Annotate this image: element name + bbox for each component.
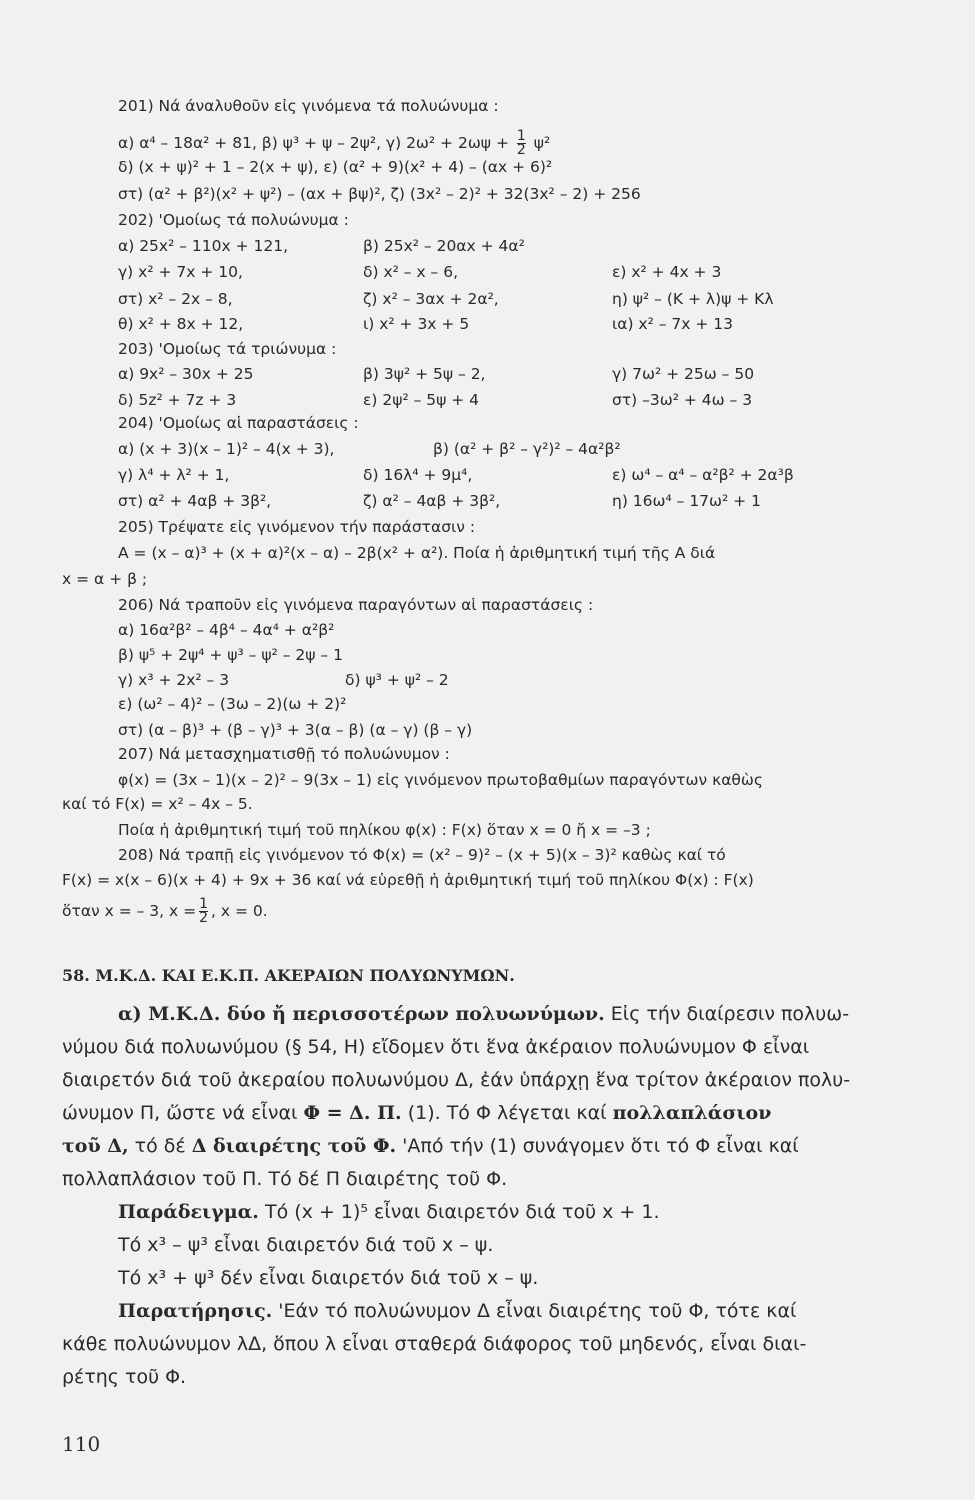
exercise-204-row3-col3: η) 16ω⁴ – 17ω² + 1	[612, 492, 761, 510]
exercise-204-title: 204) 'Ομοίως αἱ παραστάσεις :	[118, 414, 359, 432]
exercise-203-title: 203) 'Ομοίως τά τριώνυμα :	[118, 340, 337, 358]
section-heading: 58. Μ.Κ.Δ. ΚΑΙ Ε.Κ.Π. ΑΚΕΡΑΙΩΝ ΠΟΛΥΩΝΥΜΩΝ.	[62, 966, 515, 985]
exercise-208-line3-start: ὅταν x = – 3, x =	[62, 902, 197, 920]
fraction-numerator: 1	[199, 896, 209, 912]
exercise-202-row1-col1: α) 25x² – 110x + 121,	[118, 237, 289, 255]
paragraph-line-5-end: 'Από τήν (1) συνάγομεν ὅτι τό Φ εἶναι καί	[396, 1135, 799, 1157]
exercise-201-title: 201) Νά άναλυθοῦν εἰς γινόμενα τά πολυώνυμα :	[118, 97, 499, 115]
exercise-202-title: 202) 'Ομοίως τά πολυώνυμα :	[118, 211, 349, 229]
exercise-206-b: β) ψ⁵ + 2ψ⁴ + ψ³ – ψ² – 2ψ – 1	[118, 646, 343, 664]
exercise-202-row2-col3: ε) x² + 4x + 3	[612, 263, 722, 281]
paragraph-line-6: πολλαπλάσιον τοῦ Π. Τό δέ Π διαιρέτης τοῦ Φ.	[62, 1168, 508, 1190]
exercise-201-line-st: στ) (α² + β²)(x² + ψ²) – (αx + βψ)², ζ) (3x² – 2)² + 32(3x² – 2) + 256	[118, 185, 641, 203]
exercise-202-row3-col2: ζ) x² – 3αx + 2α²,	[363, 290, 499, 308]
exercise-202-row1-col2: β) 25x² – 20αx + 4α²	[363, 237, 525, 255]
term-multiple: πολλαπλάσιον	[612, 1102, 772, 1124]
exercise-201-line-d: δ) (x + ψ)² + 1 – 2(x + ψ), ε) (α² + 9)(x² + 4) – (αx + 6)²	[118, 158, 553, 176]
paragraph-line-2: νύμου διά πολυωνύμου (§ 54, Η) εἴδομεν ὅτι ἕνα ἀκέραιον πολυώνυμον Φ εἶναι	[62, 1036, 810, 1058]
exercise-204-row2-col1: γ) λ⁴ + λ² + 1,	[118, 466, 230, 484]
exercise-207-line3: Ποία ἡ ἀριθμητική τιμή τοῦ πηλίκου φ(x) : F(x) ὅταν x = 0 ἤ x = –3 ;	[118, 821, 651, 839]
exercise-206-d: δ) ψ³ + ψ² – 2	[345, 671, 449, 689]
exercise-206-title: 206) Νά τραποῦν εἰς γινόμενα παραγόντων αἱ παραστάσεις :	[118, 596, 594, 614]
exercise-201-line-a-text: α) α⁴ – 18α² + 81, β) ψ³ + ψ – 2ψ², γ) 2ω² + 2ωψ +	[118, 134, 509, 152]
exercise-205-line2: x = α + β ;	[62, 570, 148, 588]
exercise-202-row3-col1: στ) x² – 2x – 8,	[118, 290, 233, 308]
exercise-203-row2-col2: ε) 2ψ² – 5ψ + 4	[363, 391, 480, 409]
example-line-3: Τό x³ + ψ³ δέν εἶναι διαιρετόν διά τοῦ x – ψ.	[118, 1267, 539, 1289]
fraction-numerator: 1	[516, 128, 526, 144]
exercise-205-title: 205) Τρέψατε εἰς γινόμενον τήν παράστασιν :	[118, 518, 476, 536]
exercise-202-row2-col2: δ) x² – x – 6,	[363, 263, 459, 281]
paragraph-line-4	[62, 1100, 771, 1126]
paragraph-line-5	[62, 1133, 799, 1159]
exercise-207-line2: καί τό F(x) = x² – 4x – 5.	[62, 795, 253, 813]
exercise-203-row2-col3: στ) –3ω² + 4ω – 3	[612, 391, 753, 409]
paragraph-line-1	[118, 1001, 849, 1027]
exercise-208-line1: 208) Νά τραπῇ εἰς γινόμενον τό Φ(x) = (x² – 9)² – (x + 5)(x – 3)² καθὼς καί τό	[118, 846, 726, 864]
exercise-202-row4-col3: ια) x² – 7x + 13	[612, 315, 734, 333]
fraction-denominator: 2	[516, 142, 526, 158]
exercise-203-row1-col2: β) 3ψ² + 5ψ – 2,	[363, 365, 486, 383]
example-line-1	[118, 1199, 660, 1225]
exercise-207-line1: φ(x) = (3x – 1)(x – 2)² – 9(3x – 1) εἰς γινόμενον πρωτοβαθμίων παραγόντων καθὼς	[118, 771, 763, 789]
paragraph-line-3: διαιρετόν διά τοῦ ἀκεραίου πολυωνύμου Δ, ἐάν ὑπάρχῃ ἕνα τρίτον ἀκέραιον πολυ-	[62, 1069, 851, 1091]
exercise-208-line2: F(x) = x(x – 6)(x + 4) + 9x + 36 καί νά εὑρεθῇ ἡ ἀριθμητική τιμή τοῦ πηλίκου Φ(x) : F(x)	[62, 871, 754, 889]
observation-line-1-text: 'Εάν τό πολυώνυμον Δ εἶναι διαιρέτης τοῦ Φ, τότε καί	[272, 1300, 797, 1322]
fraction-denominator: 2	[199, 910, 209, 926]
observation-label: Παρατήρησις.	[118, 1300, 273, 1322]
definition-formula: Φ = Δ. Π.	[303, 1102, 402, 1124]
exercise-208-line3-end: , x = 0.	[211, 902, 268, 920]
exercise-206-a: α) 16α²β² – 4β⁴ – 4α⁴ + α²β²	[118, 621, 335, 639]
observation-line-3: ρέτης τοῦ Φ.	[62, 1366, 187, 1388]
exercise-204-row3-col2: ζ) α² – 4αβ + 3β²,	[363, 492, 501, 510]
paragraph-line-4-mid: (1). Τό Φ λέγεται καί	[401, 1102, 613, 1124]
exercise-208-line3	[62, 898, 268, 925]
paragraph-line-5-mid: τό δέ	[128, 1135, 192, 1157]
exercise-204-row1-col2: β) (α² + β² – γ²)² – 4α²β²	[433, 440, 621, 458]
exercise-207-title: 207) Νά μετασχηματισθῇ τό πολυώνυμον :	[118, 745, 450, 763]
subsection-title: α) Μ.Κ.Δ. δύο ἤ περισσοτέρων πολυωνύμων.	[118, 1003, 605, 1025]
exercise-202-row2-col1: γ) x² + 7x + 10,	[118, 263, 243, 281]
exercise-203-row1-col1: α) 9x² – 30x + 25	[118, 365, 254, 383]
paragraph-line-1-text: Εἰς τήν διαίρεσιν πολυω-	[604, 1003, 850, 1025]
paragraph-line-4-start: ώνυμον Π, ὥστε νά εἶναι	[62, 1102, 304, 1124]
exercise-204-row2-col2: δ) 16λ⁴ + 9μ⁴,	[363, 466, 473, 484]
fraction-one-half	[517, 130, 526, 157]
exercise-202-row4-col2: ι) x² + 3x + 5	[363, 315, 470, 333]
exercise-204-row3-col1: στ) α² + 4αβ + 3β²,	[118, 492, 272, 510]
exercise-206-e: ε) (ω² – 4)² – (3ω – 2)(ω + 2)²	[118, 695, 347, 713]
exercise-202-row4-col1: θ) x² + 8x + 12,	[118, 315, 244, 333]
example-label: Παράδειγμα.	[118, 1201, 259, 1223]
exercise-201-line-a-end: ψ²	[533, 134, 551, 152]
exercise-204-row2-col3: ε) ω⁴ – α⁴ – α²β² + 2α³β	[612, 466, 794, 484]
observation-line-1	[118, 1298, 796, 1324]
fraction-minus-one-half	[199, 898, 208, 925]
exercise-205-line1: A = (x – α)³ + (x + α)²(x – α) – 2β(x² + α²). Ποία ἡ ἀριθμητική τιμή τῆς A διά	[118, 544, 716, 562]
term-divisor: Δ διαιρέτης τοῦ Φ.	[191, 1135, 397, 1157]
page-number: 110	[62, 1432, 101, 1456]
exercise-202-row3-col3: η) ψ² – (K + λ)ψ + Kλ	[612, 290, 774, 308]
example-line-2: Τό x³ – ψ³ εἶναι διαιρετόν διά τοῦ x – ψ.	[118, 1234, 494, 1256]
observation-line-2: κάθε πολυώνυμον λΔ, ὅπου λ εἶναι σταθερά διάφορος τοῦ μηδενός, εἶναι διαι-	[62, 1333, 807, 1355]
example-line-1-text: Τό (x + 1)⁵ εἶναι διαιρετόν διά τοῦ x + 1.	[258, 1201, 660, 1223]
exercise-203-row2-col1: δ) 5z² + 7z + 3	[118, 391, 237, 409]
exercise-201-line-a	[118, 130, 550, 157]
term-of-delta: τοῦ Δ,	[62, 1135, 129, 1157]
exercise-204-row1-col1: α) (x + 3)(x – 1)² – 4(x + 3),	[118, 440, 335, 458]
exercise-206-c: γ) x³ + 2x² – 3	[118, 671, 230, 689]
exercise-203-row1-col3: γ) 7ω² + 25ω – 50	[612, 365, 755, 383]
exercise-206-st: στ) (α – β)³ + (β – γ)³ + 3(α – β) (α – γ) (β – γ)	[118, 721, 473, 739]
